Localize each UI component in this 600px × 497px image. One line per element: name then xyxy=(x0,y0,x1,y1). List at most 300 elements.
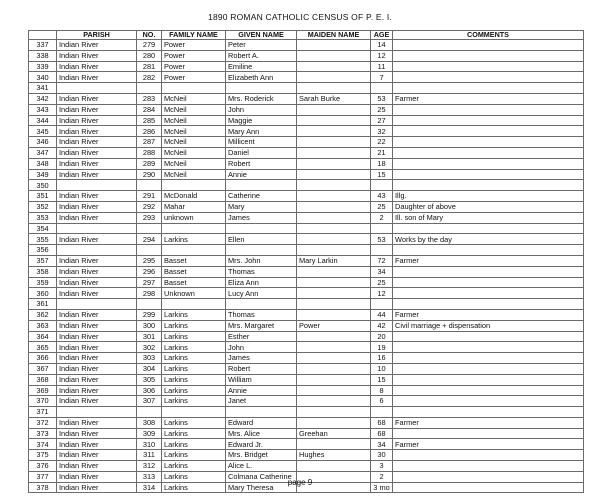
given-name-cell xyxy=(226,407,297,418)
maiden-name-cell: Power xyxy=(297,320,371,331)
no-cell: 285 xyxy=(137,115,162,126)
comments-cell: Farmer xyxy=(393,93,584,104)
no-cell: 309 xyxy=(137,428,162,439)
row-number-cell: 342 xyxy=(29,93,57,104)
table-row xyxy=(29,115,584,126)
table-row xyxy=(29,72,584,83)
no-cell: 288 xyxy=(137,147,162,158)
family-name-cell: Basset xyxy=(162,277,226,288)
age-cell: 25 xyxy=(371,201,393,212)
given-name-cell: Mrs. John xyxy=(226,255,297,266)
parish-cell: Indian River xyxy=(57,126,137,137)
given-name-cell: Mrs. Alice xyxy=(226,428,297,439)
maiden-name-cell xyxy=(297,40,371,51)
maiden-name-cell xyxy=(297,374,371,385)
parish-cell: Indian River xyxy=(57,363,137,374)
parish-cell xyxy=(57,245,137,256)
table-row xyxy=(29,147,584,158)
family-name-cell: Power xyxy=(162,72,226,83)
no-cell: 304 xyxy=(137,363,162,374)
row-number-cell: 347 xyxy=(29,147,57,158)
no-cell: 281 xyxy=(137,61,162,72)
row-number-cell: 356 xyxy=(29,245,57,256)
no-cell: 298 xyxy=(137,288,162,299)
no-cell: 290 xyxy=(137,169,162,180)
maiden-name-cell xyxy=(297,309,371,320)
parish-cell: Indian River xyxy=(57,201,137,212)
parish-cell: Indian River xyxy=(57,266,137,277)
row-number-cell: 362 xyxy=(29,309,57,320)
maiden-name-cell xyxy=(297,212,371,223)
given-name-cell: Millicent xyxy=(226,137,297,148)
row-number-cell: 352 xyxy=(29,201,57,212)
maiden-name-cell xyxy=(297,72,371,83)
no-cell: 291 xyxy=(137,191,162,202)
family-name-cell: Larkins xyxy=(162,363,226,374)
row-number-cell: 355 xyxy=(29,234,57,245)
comments-cell xyxy=(393,83,584,94)
table-row xyxy=(29,450,584,461)
parish-cell: Indian River xyxy=(57,320,137,331)
given-name-cell: Mary xyxy=(226,201,297,212)
row-number-cell: 370 xyxy=(29,396,57,407)
no-cell: 289 xyxy=(137,158,162,169)
row-number-cell: 349 xyxy=(29,169,57,180)
age-cell: 72 xyxy=(371,255,393,266)
row-number-cell: 371 xyxy=(29,407,57,418)
family-name-cell: Larkins xyxy=(162,331,226,342)
comments-cell xyxy=(393,40,584,51)
maiden-name-cell: Greehan xyxy=(297,428,371,439)
no-cell xyxy=(137,299,162,310)
no-cell xyxy=(137,223,162,234)
header-no: NO. xyxy=(137,31,162,40)
age-cell: 21 xyxy=(371,147,393,158)
row-number-cell: 339 xyxy=(29,61,57,72)
row-number-cell: 361 xyxy=(29,299,57,310)
parish-cell xyxy=(57,180,137,191)
no-cell: 314 xyxy=(137,482,162,493)
family-name-cell: Larkins xyxy=(162,439,226,450)
no-cell xyxy=(137,180,162,191)
given-name-cell: Daniel xyxy=(226,147,297,158)
parish-cell: Indian River xyxy=(57,288,137,299)
comments-cell: Farmer xyxy=(393,417,584,428)
header-parish: PARISH xyxy=(57,31,137,40)
comments-cell: Daughter of above xyxy=(393,201,584,212)
family-name-cell: McNeil xyxy=(162,104,226,115)
age-cell: 6 xyxy=(371,396,393,407)
comments-cell xyxy=(393,353,584,364)
maiden-name-cell xyxy=(297,126,371,137)
given-name-cell: John xyxy=(226,342,297,353)
family-name-cell: Larkins xyxy=(162,461,226,472)
maiden-name-cell xyxy=(297,439,371,450)
table-row xyxy=(29,320,584,331)
parish-cell: Indian River xyxy=(57,385,137,396)
age-cell xyxy=(371,299,393,310)
family-name-cell: Power xyxy=(162,50,226,61)
header-maiden-name: MAIDEN NAME xyxy=(297,31,371,40)
row-number-cell: 365 xyxy=(29,342,57,353)
maiden-name-cell xyxy=(297,61,371,72)
maiden-name-cell xyxy=(297,50,371,61)
maiden-name-cell xyxy=(297,137,371,148)
parish-cell: Indian River xyxy=(57,169,137,180)
header-given-name: GIVEN NAME xyxy=(226,31,297,40)
age-cell: 22 xyxy=(371,137,393,148)
comments-cell xyxy=(393,115,584,126)
given-name-cell: Robert xyxy=(226,363,297,374)
comments-cell: Ill. son of Mary xyxy=(393,212,584,223)
row-number-cell: 377 xyxy=(29,471,57,482)
comments-cell xyxy=(393,266,584,277)
table-row xyxy=(29,201,584,212)
parish-cell: Indian River xyxy=(57,482,137,493)
header-row xyxy=(29,31,584,40)
table-row xyxy=(29,245,584,256)
family-name-cell: McNeil xyxy=(162,93,226,104)
parish-cell: Indian River xyxy=(57,439,137,450)
table-row xyxy=(29,169,584,180)
age-cell: 16 xyxy=(371,353,393,364)
age-cell: 7 xyxy=(371,72,393,83)
maiden-name-cell xyxy=(297,396,371,407)
comments-cell: Civil marriage + dispensation xyxy=(393,320,584,331)
family-name-cell: McNeil xyxy=(162,169,226,180)
comments-cell xyxy=(393,180,584,191)
age-cell: 8 xyxy=(371,385,393,396)
given-name-cell xyxy=(226,83,297,94)
family-name-cell: McDonald xyxy=(162,191,226,202)
age-cell xyxy=(371,407,393,418)
header-age: AGE xyxy=(371,31,393,40)
comments-cell xyxy=(393,104,584,115)
row-number-cell: 376 xyxy=(29,461,57,472)
age-cell: 12 xyxy=(371,288,393,299)
parish-cell: Indian River xyxy=(57,255,137,266)
table-row xyxy=(29,212,584,223)
maiden-name-cell xyxy=(297,353,371,364)
comments-cell xyxy=(393,147,584,158)
table-row xyxy=(29,234,584,245)
comments-cell xyxy=(393,428,584,439)
no-cell: 312 xyxy=(137,461,162,472)
maiden-name-cell xyxy=(297,407,371,418)
given-name-cell: Thomas xyxy=(226,266,297,277)
family-name-cell: Larkins xyxy=(162,342,226,353)
age-cell: 34 xyxy=(371,266,393,277)
age-cell: 15 xyxy=(371,169,393,180)
row-number-cell: 368 xyxy=(29,374,57,385)
no-cell: 284 xyxy=(137,104,162,115)
table-row xyxy=(29,83,584,94)
given-name-cell xyxy=(226,245,297,256)
given-name-cell xyxy=(226,180,297,191)
parish-cell: Indian River xyxy=(57,61,137,72)
age-cell xyxy=(371,180,393,191)
table-row xyxy=(29,277,584,288)
comments-cell xyxy=(393,50,584,61)
comments-cell xyxy=(393,363,584,374)
maiden-name-cell xyxy=(297,169,371,180)
maiden-name-cell xyxy=(297,363,371,374)
no-cell: 311 xyxy=(137,450,162,461)
given-name-cell: Mary Theresa xyxy=(226,482,297,493)
parish-cell: Indian River xyxy=(57,353,137,364)
given-name-cell: Elizabeth Ann xyxy=(226,72,297,83)
no-cell xyxy=(137,83,162,94)
maiden-name-cell xyxy=(297,223,371,234)
maiden-name-cell xyxy=(297,234,371,245)
comments-cell: Farmer xyxy=(393,439,584,450)
parish-cell: Indian River xyxy=(57,234,137,245)
age-cell: 2 xyxy=(371,471,393,482)
comments-cell xyxy=(393,374,584,385)
comments-cell xyxy=(393,277,584,288)
no-cell: 310 xyxy=(137,439,162,450)
parish-cell xyxy=(57,223,137,234)
row-number-cell: 366 xyxy=(29,353,57,364)
comments-cell xyxy=(393,450,584,461)
given-name-cell: Alice L. xyxy=(226,461,297,472)
maiden-name-cell xyxy=(297,104,371,115)
comments-cell xyxy=(393,72,584,83)
table-row xyxy=(29,342,584,353)
maiden-name-cell xyxy=(297,342,371,353)
given-name-cell: Esther xyxy=(226,331,297,342)
comments-cell: Works by the day xyxy=(393,234,584,245)
page-number: page 9 xyxy=(287,478,313,487)
age-cell: 3 xyxy=(371,461,393,472)
age-cell: 53 xyxy=(371,234,393,245)
no-cell: 303 xyxy=(137,353,162,364)
parish-cell: Indian River xyxy=(57,40,137,51)
family-name-cell: Larkins xyxy=(162,374,226,385)
age-cell: 2 xyxy=(371,212,393,223)
table-row xyxy=(29,50,584,61)
row-number-cell: 363 xyxy=(29,320,57,331)
no-cell: 295 xyxy=(137,255,162,266)
no-cell: 308 xyxy=(137,417,162,428)
no-cell: 283 xyxy=(137,93,162,104)
no-cell xyxy=(137,245,162,256)
family-name-cell: McNeil xyxy=(162,137,226,148)
given-name-cell: Edward xyxy=(226,417,297,428)
age-cell: 27 xyxy=(371,115,393,126)
given-name-cell: Robert xyxy=(226,158,297,169)
given-name-cell: Mrs. Margaret xyxy=(226,320,297,331)
table-row xyxy=(29,309,584,320)
table-row xyxy=(29,255,584,266)
family-name-cell: McNeil xyxy=(162,126,226,137)
table-row xyxy=(29,299,584,310)
parish-cell xyxy=(57,407,137,418)
parish-cell: Indian River xyxy=(57,471,137,482)
table-row xyxy=(29,180,584,191)
family-name-cell: unknown xyxy=(162,212,226,223)
no-cell: 300 xyxy=(137,320,162,331)
parish-cell: Indian River xyxy=(57,461,137,472)
maiden-name-cell xyxy=(297,191,371,202)
parish-cell: Indian River xyxy=(57,417,137,428)
given-name-cell xyxy=(226,223,297,234)
census-body xyxy=(29,40,584,493)
family-name-cell xyxy=(162,299,226,310)
family-name-cell: Larkins xyxy=(162,234,226,245)
parish-cell: Indian River xyxy=(57,72,137,83)
page-title: 1890 ROMAN CATHOLIC CENSUS OF P. E. I. xyxy=(208,12,392,22)
age-cell: 25 xyxy=(371,277,393,288)
row-number-cell: 338 xyxy=(29,50,57,61)
table-row xyxy=(29,266,584,277)
table-row xyxy=(29,385,584,396)
row-number-cell: 378 xyxy=(29,482,57,493)
age-cell xyxy=(371,83,393,94)
given-name-cell: Mrs. Bridget xyxy=(226,450,297,461)
table-row xyxy=(29,363,584,374)
given-name-cell: Mary Ann xyxy=(226,126,297,137)
age-cell: 43 xyxy=(371,191,393,202)
maiden-name-cell: Sarah Burke xyxy=(297,93,371,104)
no-cell: 294 xyxy=(137,234,162,245)
family-name-cell: Unknown xyxy=(162,288,226,299)
family-name-cell: Larkins xyxy=(162,320,226,331)
comments-cell xyxy=(393,137,584,148)
no-cell: 307 xyxy=(137,396,162,407)
parish-cell: Indian River xyxy=(57,450,137,461)
maiden-name-cell xyxy=(297,266,371,277)
age-cell: 15 xyxy=(371,374,393,385)
parish-cell: Indian River xyxy=(57,104,137,115)
family-name-cell: Basset xyxy=(162,266,226,277)
no-cell: 280 xyxy=(137,50,162,61)
age-cell: 3 mo xyxy=(371,482,393,493)
family-name-cell: Larkins xyxy=(162,417,226,428)
table-row xyxy=(29,288,584,299)
age-cell: 68 xyxy=(371,428,393,439)
table-row xyxy=(29,137,584,148)
family-name-cell: Larkins xyxy=(162,385,226,396)
row-number-cell: 359 xyxy=(29,277,57,288)
comments-cell: Farmer xyxy=(393,309,584,320)
given-name-cell: Mrs. Roderick xyxy=(226,93,297,104)
row-number-cell: 364 xyxy=(29,331,57,342)
row-number-cell: 351 xyxy=(29,191,57,202)
parish-cell: Indian River xyxy=(57,342,137,353)
no-cell: 305 xyxy=(137,374,162,385)
age-cell: 30 xyxy=(371,450,393,461)
age-cell: 18 xyxy=(371,158,393,169)
table-row xyxy=(29,40,584,51)
parish-cell xyxy=(57,83,137,94)
age-cell: 14 xyxy=(371,40,393,51)
row-number-cell: 369 xyxy=(29,385,57,396)
given-name-cell: Robert A. xyxy=(226,50,297,61)
comments-cell: Farmer xyxy=(393,255,584,266)
no-cell: 282 xyxy=(137,72,162,83)
table-row xyxy=(29,104,584,115)
row-number-cell: 357 xyxy=(29,255,57,266)
family-name-cell: Mahar xyxy=(162,201,226,212)
no-cell: 301 xyxy=(137,331,162,342)
table-row xyxy=(29,396,584,407)
given-name-cell: Catherine xyxy=(226,191,297,202)
age-cell: 44 xyxy=(371,309,393,320)
comments-cell xyxy=(393,299,584,310)
given-name-cell: Thomas xyxy=(226,309,297,320)
age-cell: 10 xyxy=(371,363,393,374)
maiden-name-cell xyxy=(297,83,371,94)
row-number-cell: 358 xyxy=(29,266,57,277)
row-number-cell: 345 xyxy=(29,126,57,137)
comments-cell xyxy=(393,61,584,72)
row-number-cell: 367 xyxy=(29,363,57,374)
given-name-cell xyxy=(226,299,297,310)
given-name-cell: Annie xyxy=(226,385,297,396)
family-name-cell: Larkins xyxy=(162,471,226,482)
age-cell xyxy=(371,223,393,234)
maiden-name-cell xyxy=(297,201,371,212)
given-name-cell: Ellen xyxy=(226,234,297,245)
given-name-cell: Annie xyxy=(226,169,297,180)
row-number-cell: 344 xyxy=(29,115,57,126)
comments-cell xyxy=(393,396,584,407)
table-row xyxy=(29,417,584,428)
no-cell: 287 xyxy=(137,137,162,148)
maiden-name-cell xyxy=(297,115,371,126)
given-name-cell: William xyxy=(226,374,297,385)
row-number-cell: 348 xyxy=(29,158,57,169)
row-number-cell: 337 xyxy=(29,40,57,51)
row-number-cell: 343 xyxy=(29,104,57,115)
table-row xyxy=(29,461,584,472)
maiden-name-cell xyxy=(297,299,371,310)
parish-cell: Indian River xyxy=(57,212,137,223)
table-row xyxy=(29,191,584,202)
family-name-cell xyxy=(162,223,226,234)
maiden-name-cell xyxy=(297,158,371,169)
parish-cell: Indian River xyxy=(57,277,137,288)
comments-cell xyxy=(393,223,584,234)
comments-cell xyxy=(393,158,584,169)
no-cell xyxy=(137,407,162,418)
maiden-name-cell xyxy=(297,277,371,288)
table-row xyxy=(29,374,584,385)
table-row xyxy=(29,331,584,342)
family-name-cell: Larkins xyxy=(162,482,226,493)
given-name-cell: Peter xyxy=(226,40,297,51)
family-name-cell: Larkins xyxy=(162,309,226,320)
row-number-cell: 375 xyxy=(29,450,57,461)
parish-cell: Indian River xyxy=(57,147,137,158)
given-name-cell: Colmana Catherine xyxy=(226,471,297,482)
table-row xyxy=(29,61,584,72)
comments-cell xyxy=(393,407,584,418)
family-name-cell xyxy=(162,180,226,191)
no-cell: 292 xyxy=(137,201,162,212)
age-cell: 20 xyxy=(371,331,393,342)
row-number-cell: 340 xyxy=(29,72,57,83)
given-name-cell: Emiline xyxy=(226,61,297,72)
family-name-cell: Larkins xyxy=(162,396,226,407)
table-row xyxy=(29,353,584,364)
maiden-name-cell xyxy=(297,180,371,191)
age-cell: 42 xyxy=(371,320,393,331)
comments-cell xyxy=(393,342,584,353)
no-cell: 297 xyxy=(137,277,162,288)
row-number-cell: 350 xyxy=(29,180,57,191)
